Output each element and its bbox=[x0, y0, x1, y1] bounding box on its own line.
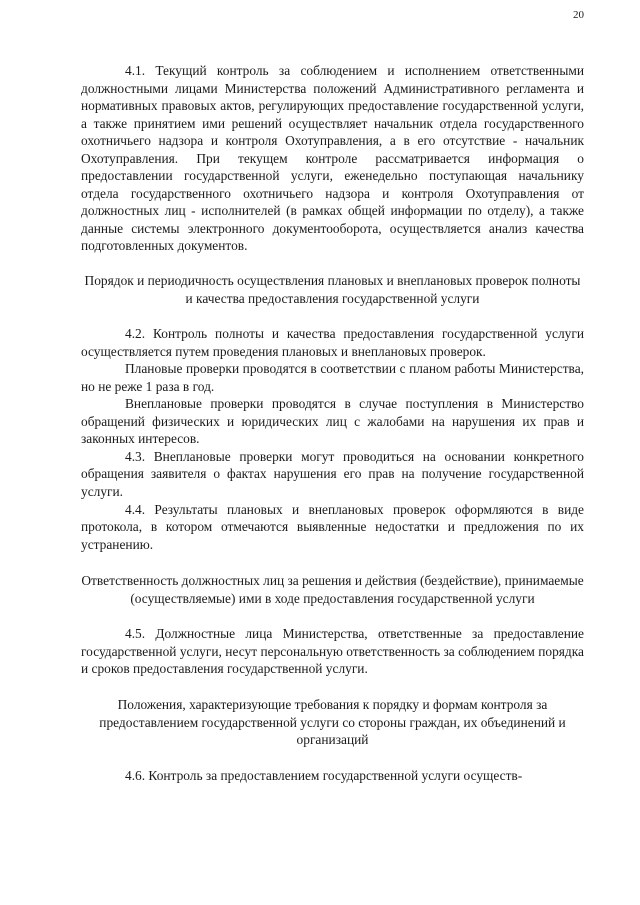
paragraph-4-2: 4.2. Контроль полноты и качества предоставления государственной услуги осуществляется путем проведения плановых и внеплановых проверок. bbox=[81, 326, 584, 359]
page-number: 20 bbox=[573, 9, 584, 21]
paragraph-4-6: 4.6. Контроль за предоставлением государственной услуги осуществ- bbox=[125, 767, 523, 783]
section-heading-control-requirements: Положения, характеризующие требования к порядку и формам контроля за предоставлением государственной услуги со стороны граждан, их объединений и организаций bbox=[99, 696, 566, 748]
section-heading-inspections: Порядок и периодичность осуществления плановых и внеплановых проверок полноты и качества предоставления государственной услуги bbox=[84, 273, 581, 306]
paragraph-unplanned-inspections: Внеплановые проверки проводятся в случае поступления в Министерство обращений физических и юридических лиц с жалобами на нарушения их прав и законных интересов. bbox=[81, 396, 584, 447]
document-body bbox=[81, 62, 584, 784]
section-heading-responsibility: Ответственность должностных лиц за решения и действия (бездействие), принимаемые (осуществляемые) ими в ходе предоставления государственной услуги bbox=[81, 573, 584, 606]
paragraph-4-4: 4.4. Результаты плановых и внеплановых проверок оформляются в виде протокола, в котором отмечаются выявленные недостатки и предложения по их устранению. bbox=[81, 501, 584, 552]
paragraph-4-3: 4.3. Внеплановые проверки могут проводиться на основании конкретного обращения заявителя о фактах нарушения его прав на получение государственной услуги. bbox=[81, 448, 584, 500]
paragraph-planned-inspections: Плановые проверки проводятся в соответствии с планом работы Министерства, но не реже 1 раза в год. bbox=[81, 361, 584, 394]
paragraph-4-1: 4.1. Текущий контроль за соблюдением и исполнением ответственными должностными лицами Министерства положений Административного регламента и нормативных правовых актов, регулирующих предоставление государственной услуги, а также принятием ими решений осуществляет начальник отдела государственного охотничьего надзора и контроля Охотуправления, а в его отсутствие - начальник Охотуправления. При текущем контроле рассматривается информация о предоставлении государственной услуги, еженедельно поступающая начальнику отдела государственного охотничьего надзора и контроля Охотуправления от должностных лиц - исполнителей (в рамках общей информации по отделу), а также данные системы электронного документооборота, осуществляется анализ качества подготовленных документов. bbox=[81, 63, 584, 254]
paragraph-4-5: 4.5. Должностные лица Министерства, ответственные за предоставление государственной услуги, несут персональную ответственность за соблюдением порядка и сроков предоставления государственной услуги. bbox=[81, 626, 584, 677]
